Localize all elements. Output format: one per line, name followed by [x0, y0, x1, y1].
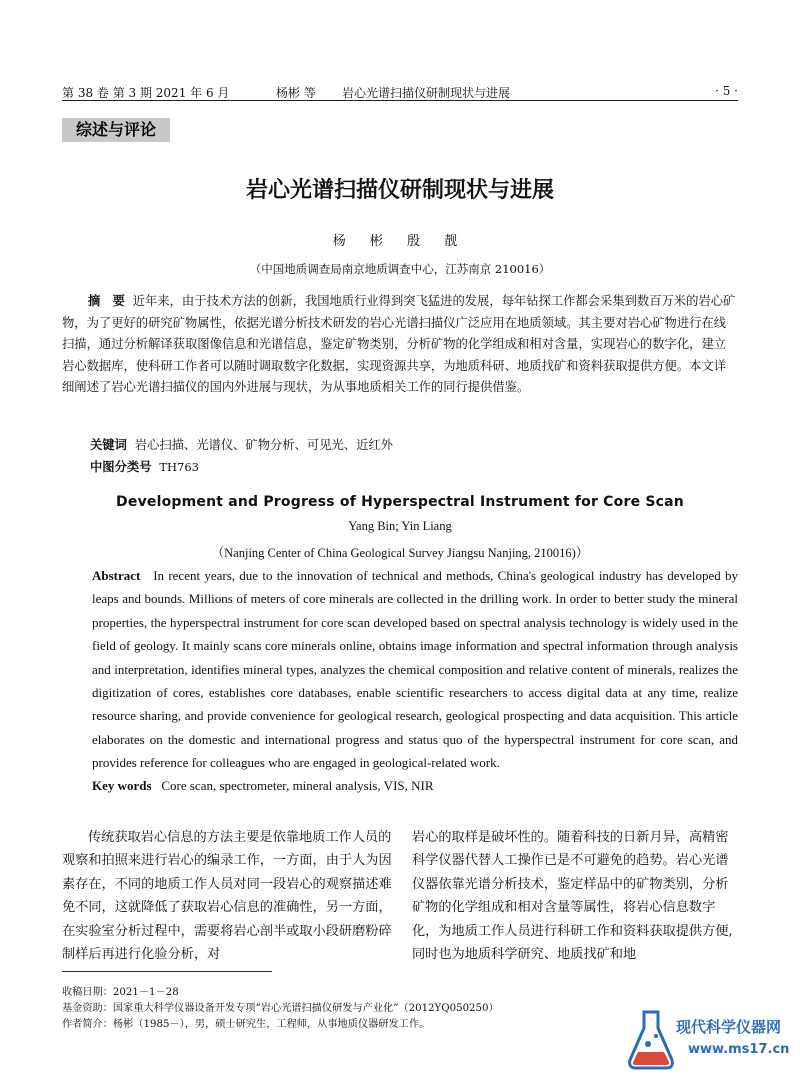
- clc-label: 中图分类号: [90, 460, 152, 474]
- keywords-en: [92, 778, 434, 794]
- watermark-url: www.ms17.cn: [688, 1042, 790, 1057]
- watermark-logo: [622, 1006, 792, 1078]
- header-issue: 第 38 卷 第 3 期 2021 年 6 月: [62, 86, 230, 100]
- header-page-number: · 5 ·: [715, 84, 738, 98]
- watermark-name: 现代科学仪器网: [676, 1018, 782, 1036]
- affiliation-cn: （中国地质调查局南京地质调查中心，江苏南京 210016）: [249, 262, 551, 276]
- footnote-received: 收稿日期：2021－1－28: [62, 987, 179, 998]
- body-column-right: [412, 826, 738, 966]
- body-column-left: [62, 826, 394, 966]
- abstract-cn-label: 摘 要: [88, 294, 125, 308]
- body-paragraph-right: 岩心的取样是破坏性的。随着科技的日新月异，高精密科学仪器代替人工操作已是不可避免的趋势。岩心光谱仪器依靠光谱分析技术，鉴定样品中的矿物类别，分析矿物的化学组成和相对含量等属性，将岩心信息数字化，为地质工作人员进行科研工作和资料获取提供方便,同时也为地质科学研究、地质找矿和地: [412, 830, 733, 963]
- flask-icon: [626, 1008, 676, 1074]
- footnote-funding: 基金资助：国家重大科学仪器设备开发专项“岩心光谱扫描仪研发与产业化”（2012YQ050250）: [62, 1003, 499, 1014]
- abstract-en-text: In recent years, due to the innovation of technical and methods, China's geological industry has developed by leaps and bounds. Millions of meters of core minerals are collected in the drilling work. In order to better study the mineral properties, the hyperspectral instrument for core scan developed based on spectral analysis technology is widely used in the field of geology. It mainly scans core minerals online, obtains image information and spectral information through analysis and interpretation, identifies mineral types, analyzes the chemical composition and relative content of minerals, realizes the digitization of cores, establishes core databases, enable scientific researchers to access digital data at any time, realize resource sharing, and provide convenience for geological research, geological prospecting and data acquisition. This article elaborates on the domestic and international progress and status quo of the hyperspectral instrument for core scan, and provides reference for colleagues who are engaged in geological-related work.: [92, 568, 738, 771]
- keywords-en-text: Core scan, spectrometer, mineral analysis, VIS, NIR: [161, 778, 434, 793]
- section-tag: 综述与评论: [62, 118, 170, 142]
- body-paragraph-left: 传统获取岩心信息的方法主要是依靠地质工作人员的观察和拍照来进行岩心的编录工作，一方面，由于人为因素存在，不同的地质工作人员对同一段岩心的观察描述难免不同，这就降低了获取岩心信息的准确性，另一方面，在实验室分析过程中，需要将岩心剖半或取小段研磨粉碎制样后再进行化验分析，对: [62, 830, 392, 963]
- keywords-en-label: Key words: [92, 778, 152, 793]
- header-rule: [62, 100, 738, 101]
- keywords-cn-label: 关键词: [90, 438, 127, 452]
- clc-number: [62, 457, 766, 479]
- authors-cn: 杨 彬 殷 靓: [332, 234, 468, 249]
- paper-title-en: Development and Progress of Hyperspectral Instrument for Core Scan: [116, 494, 684, 510]
- keywords-cn-text: 岩心扫描、光谱仪、矿物分析、可见光、近红外: [134, 438, 393, 452]
- clc-value: TH763: [159, 460, 199, 474]
- affiliation-en: （Nanjing Center of China Geological Survey Jiangsu Nanjing, 210016)）: [211, 546, 589, 560]
- abstract-en: [92, 564, 738, 775]
- keywords-cn: [62, 435, 766, 457]
- abstract-en-label: Abstract: [92, 568, 141, 583]
- authors-en: Yang Bin; Yin Liang: [348, 519, 452, 533]
- paper-title-cn: 岩心光谱扫描仪研制现状与进展: [245, 178, 554, 203]
- header-short-title: 岩心光谱扫描仪研制现状与进展: [342, 86, 511, 100]
- header-authors: 杨彬 等: [276, 86, 316, 100]
- footnote-rule: [62, 971, 272, 972]
- abstract-cn-text: 近年来，由于技术方法的创新，我国地质行业得到突飞猛进的发展，每年钻探工作都会采集到数百万米的岩心矿物，为了更好的研究矿物属性，依据光谱分析技术研发的岩心光谱扫描仪广泛应用在地质领域。其主要对岩心矿物进行在线扫描，通过分析解译获取图像信息和光谱信息，鉴定矿物类别，分析矿物的化学组成和相对含量，实现岩心的数字化，建立岩心数据库，使科研工作者可以随时调取数字化数据，实现资源共享，为地质科研、地质找矿和资料获取提供方便。本文详细阐述了岩心光谱扫描仪的国内外进展与现状，为从事地质相关工作的同行提供借鉴。: [62, 294, 736, 394]
- abstract-cn: [62, 291, 738, 399]
- footnote-author-bio: 作者简介：杨彬（1985－），男，硕士研究生，工程师，从事地质仪器研发工作。: [62, 1019, 430, 1030]
